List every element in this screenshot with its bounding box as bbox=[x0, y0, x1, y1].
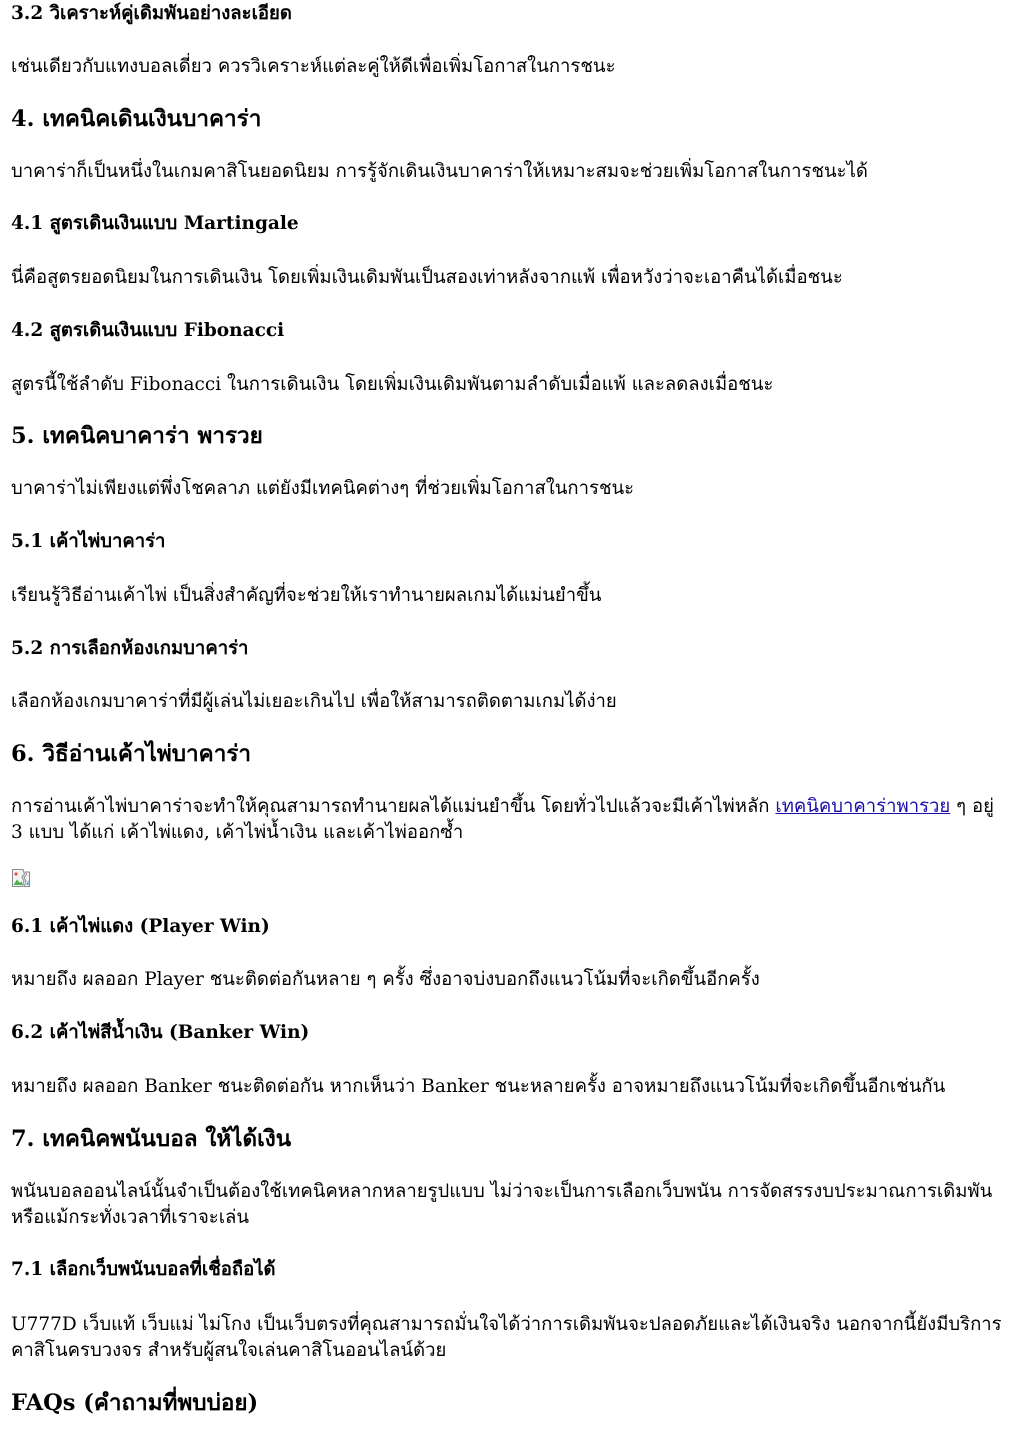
section-5-1-heading: 5.1 เค้าไพ่บาคาร่า bbox=[11, 531, 166, 552]
section-7-body: พนันบอลออนไลน์นั้นจำเป็นต้องใช้เทคนิคหลากหลายรูปแบบ ไม่ว่าจะเป็นการเลือกเว็บพนัน การจัดสรรงบประมาณการเดิมพัน หรือแม้กระทั่งเวลาที่เราจะเล่น bbox=[11, 1181, 993, 1228]
section-6-1-body: หมายถึง ผลออก Player ชนะติดต่อกันหลาย ๆ ครั้ง ซึ่งอาจบ่งบอกถึงแนวโน้มที่จะเกิดขึ้นอีกครั้ง bbox=[11, 969, 760, 990]
section-6-body-text-end: ๆ อยู่ 3 แบบ ได้แก่ เค้าไพ่แดง, เค้าไพ่น้ำเงิน และเค้าไพ่ออกซ้ำ bbox=[11, 796, 994, 843]
section-4-2-body: สูตรนี้ใช้ลำดับ Fibonacci ในการเดินเงิน โดยเพิ่มเงินเดิมพันตามลำดับเมื่อแพ้ และลดลงเมื่อชนะ bbox=[11, 374, 774, 395]
section-6-2-heading: 6.2 เค้าไพ่สีน้ำเงิน (Banker Win) bbox=[11, 1022, 310, 1043]
section-6-1-heading: 6.1 เค้าไพ่แดง (Player Win) bbox=[11, 916, 270, 937]
faq-heading: FAQs (คำถามที่พบบ่อย) bbox=[11, 1390, 259, 1416]
section-7-heading: 7. เทคนิคพนันบอล ให้ได้เงิน bbox=[11, 1126, 292, 1152]
section-5-2-body: เลือกห้องเกมบาคาร่าที่มีผู้เล่นไม่เยอะเกินไป เพื่อให้สามารถติดตามเกมได้ง่าย bbox=[11, 691, 617, 712]
baccarat-technique-link[interactable]: เทคนิคบาคาร่าพารวย bbox=[775, 796, 951, 817]
section-5-body: บาคาร่าไม่เพียงแต่พึ่งโชคลาภ แต่ยังมีเทคนิคต่างๆ ที่ช่วยเพิ่มโอกาสในการชนะ bbox=[11, 478, 635, 499]
section-4-1-body: นี่คือสูตรยอดนิยมในการเดินเงิน โดยเพิ่มเงินเดิมพันเป็นสองเท่าหลังจากแพ้ เพื่อหวังว่าจะเอาคืนได้เมื่อชนะ bbox=[11, 267, 843, 288]
section-3-2-body: เช่นเดียวกับแทงบอลเดี่ยว ควรวิเคราะห์แต่ละคู่ให้ดีเพื่อเพิ่มโอกาสในการชนะ bbox=[11, 56, 616, 77]
section-5-1-body: เรียนรู้วิธีอ่านเค้าไพ่ เป็นสิ่งสำคัญที่จะช่วยให้เราทำนายผลเกมได้แม่นยำขึ้น bbox=[11, 585, 602, 606]
section-6-body-text-start: การอ่านเค้าไพ่บาคาร่าจะทำให้คุณสามารถทำนายผลได้แม่นยำขึ้น โดยทั่วไปแล้วจะมีเค้าไพ่หลัก bbox=[11, 796, 776, 817]
section-4-2-heading: 4.2 สูตรเดินเงินแบบ Fibonacci bbox=[11, 320, 285, 341]
section-4-1-heading: 4.1 สูตรเดินเงินแบบ Martingale bbox=[11, 213, 299, 234]
section-6-heading: 6. วิธีอ่านเค้าไพ่บาคาร่า bbox=[11, 741, 252, 767]
section-3-2-heading: 3.2 วิเคราะห์คู่เดิมพันอย่างละเอียด bbox=[11, 3, 292, 24]
section-7-1-body: U777D เว็บแท้ เว็บแม่ ไม่โกง เป็นเว็บตรงที่คุณสามารถมั่นใจได้ว่าการเดิมพันจะปลอดภัยและได้เงินจริง นอกจากนี้ยังมีบริการคาสิโนครบวงจร สำหรับผู้สนใจเล่นคาสิโนออนไลน์ด้วย bbox=[11, 1314, 1002, 1361]
section-4-body: บาคาร่าก็เป็นหนึ่งในเกมคาสิโนยอดนิยม การรู้จักเดินเงินบาคาร่าให้เหมาะสมจะช่วยเพิ่มโอกาสในการชนะได้ bbox=[11, 161, 868, 182]
section-4-heading: 4. เทคนิคเดินเงินบาคาร่า bbox=[11, 106, 262, 132]
section-5-2-heading: 5.2 การเลือกห้องเกมบาคาร่า bbox=[11, 638, 249, 659]
section-6-2-body: หมายถึง ผลออก Banker ชนะติดต่อกัน หากเห็นว่า Banker ชนะหลายครั้ง อาจหมายถึงแนวโน้มที่จะเกิดขึ้นอีกเช่นกัน bbox=[11, 1076, 946, 1097]
broken-image-icon bbox=[11, 868, 31, 888]
broken-image-graphic bbox=[11, 868, 31, 888]
section-6-body bbox=[11, 794, 1011, 846]
section-5-heading: 5. เทคนิคบาคาร่า พารวย bbox=[11, 423, 263, 449]
section-7-1-heading: 7.1 เลือกเว็บพนันบอลที่เชื่อถือได้ bbox=[11, 1259, 276, 1280]
